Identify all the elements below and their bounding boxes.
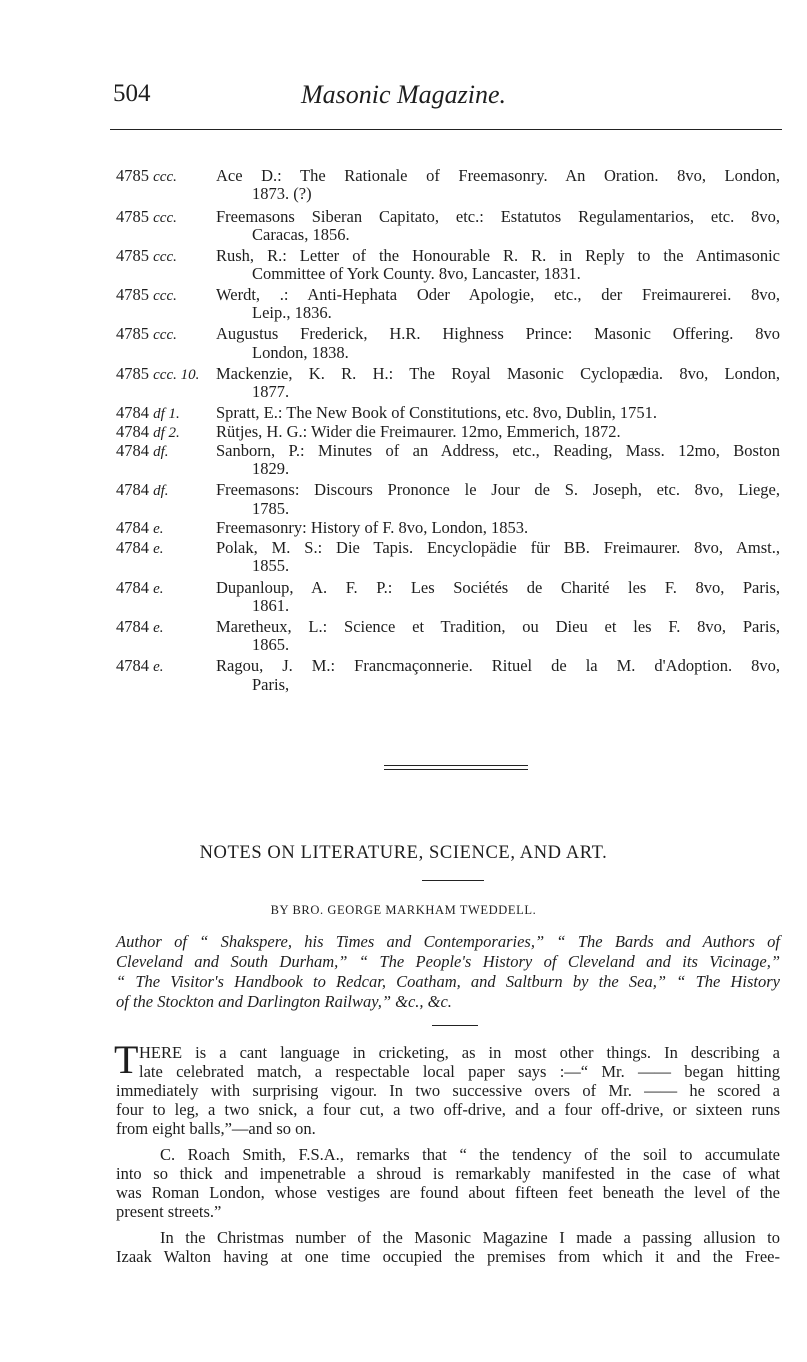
entry-text-continued: 1829. bbox=[252, 459, 290, 478]
paragraph-line: immediately with surprising vigour. In two successive overs of Mr. —— he scored a bbox=[116, 1081, 780, 1100]
entry-text-continued: 1877. bbox=[252, 382, 290, 401]
author-note-line: Cleveland and South Durham,” “ The People's History of Cleveland and its Vicinage,” bbox=[116, 952, 780, 971]
entry-text-continued: Leip., 1836. bbox=[252, 303, 332, 322]
paragraph-line: In the Christmas number of the Masonic Magazine I made a passing allusion to bbox=[160, 1228, 780, 1247]
paragraph-line: late celebrated match, a respectable local paper says :—“ Mr. —— began hitting bbox=[139, 1062, 780, 1081]
entry-number: 4785 ccc. bbox=[116, 246, 177, 265]
entry-number: 4784 e. bbox=[116, 656, 164, 675]
entry-number: 4784 e. bbox=[116, 617, 164, 636]
entry-number: 4784 e. bbox=[116, 518, 164, 537]
entry-number: 4785 ccc. 10. bbox=[116, 364, 200, 383]
author-note-line: of the Stockton and Darlington Railway,” &c., &c. bbox=[116, 992, 452, 1011]
entry-text-continued: 1855. bbox=[252, 556, 290, 575]
entry-text: Dupanloup, A. F. P.: Les Sociétés de Charité les F. 8vo, Paris, bbox=[216, 578, 780, 597]
paragraph-line: into so thick and impenetrable a shroud is remarkably manifested in the case of what bbox=[116, 1164, 780, 1183]
entry-text-continued: London, 1838. bbox=[252, 343, 349, 362]
entry-text: Ragou, J. M.: Francmaçonnerie. Rituel de la M. d'Adoption. 8vo, bbox=[216, 656, 780, 675]
entry-number: 4784 df 1. bbox=[116, 403, 180, 422]
entry-number: 4785 ccc. bbox=[116, 207, 177, 226]
paragraph-line: four to leg, a two snick, a four cut, a two off-drive, and a four off-drive, or sixteen runs bbox=[116, 1100, 780, 1119]
entry-text-continued: 1873. (?) bbox=[252, 184, 312, 203]
entry-text-continued: Committee of York County. 8vo, Lancaster, 1831. bbox=[252, 264, 581, 283]
entry-text-continued: Caracas, 1856. bbox=[252, 225, 350, 244]
running-title: Masonic Magazine. bbox=[300, 80, 507, 109]
paragraph-line: C. Roach Smith, F.S.A., remarks that “ the tendency of the soil to accumulate bbox=[160, 1145, 780, 1164]
title-rule bbox=[422, 880, 484, 881]
entry-number: 4784 df 2. bbox=[116, 422, 180, 441]
article-title: NOTES ON LITERATURE, SCIENCE, AND ART. bbox=[199, 843, 608, 863]
entry-text-continued: 1865. bbox=[252, 635, 290, 654]
entry-text: Rütjes, H. G.: Wider die Freimaurer. 12mo, Emmerich, 1872. bbox=[216, 422, 621, 441]
entry-number: 4784 e. bbox=[116, 578, 164, 597]
byline: BY BRO. GEORGE MARKHAM TWEDDELL. bbox=[270, 903, 537, 917]
entry-text: Rush, R.: Letter of the Honourable R. R. in Reply to the Antimasonic bbox=[216, 246, 780, 265]
entry-text: Freemasonry: History of F. 8vo, London, 1853. bbox=[216, 518, 529, 537]
entry-text-continued: 1861. bbox=[252, 596, 290, 615]
author-note-line: “ The Visitor's Handbook to Redcar, Coatham, and Saltburn by the Sea,” “ The History bbox=[116, 972, 780, 991]
entry-number: 4784 df. bbox=[116, 480, 169, 499]
entry-number: 4784 df. bbox=[116, 441, 169, 460]
author-note-line: Author of “ Shakspere, his Times and Contemporaries,” “ The Bards and Authors of bbox=[116, 932, 780, 951]
paragraph-line: Izaak Walton having at one time occupied the premises from which it and the Free- bbox=[116, 1247, 780, 1266]
header-rule bbox=[110, 129, 782, 130]
section-divider bbox=[384, 765, 528, 770]
entry-text: Maretheux, L.: Science et Tradition, ou Dieu et les F. 8vo, Paris, bbox=[216, 617, 780, 636]
paragraph-line: was Roman London, whose vestiges are found about fifteen feet beneath the level of the bbox=[116, 1183, 780, 1202]
entry-text: Augustus Frederick, H.R. Highness Prince: Masonic Offering. 8vo bbox=[216, 324, 780, 343]
drop-cap: T bbox=[114, 1037, 139, 1082]
entry-text-continued: Paris, bbox=[252, 675, 290, 694]
entry-number: 4785 ccc. bbox=[116, 285, 177, 304]
entry-text: Mackenzie, K. R. H.: The Royal Masonic Cyclopædia. 8vo, London, bbox=[216, 364, 780, 383]
entry-text: Polak, M. S.: Die Tapis. Encyclopädie für BB. Freimaurer. 8vo, Amst., bbox=[216, 538, 780, 557]
entry-text-continued: 1785. bbox=[252, 499, 290, 518]
author-note-rule bbox=[432, 1025, 478, 1026]
entry-text: Werdt, .: Anti-Hephata Oder Apologie, etc., der Freimaurerei. 8vo, bbox=[216, 285, 780, 304]
entry-text: Spratt, E.: The New Book of Constitutions, etc. 8vo, Dublin, 1751. bbox=[216, 403, 658, 422]
entry-text: Freemasons: Discours Prononce le Jour de S. Joseph, etc. 8vo, Liege, bbox=[216, 480, 780, 499]
entry-text: Ace D.: The Rationale of Freemasonry. An Oration. 8vo, London, bbox=[216, 166, 780, 185]
entry-text: Sanborn, P.: Minutes of an Address, etc., Reading, Mass. 12mo, Boston bbox=[216, 441, 780, 460]
paragraph-line: HERE is a cant language in cricketing, as in most other things. In describing a bbox=[139, 1043, 780, 1062]
entry-number: 4784 e. bbox=[116, 538, 164, 557]
entry-number: 4785 ccc. bbox=[116, 324, 177, 343]
page-number: 504 bbox=[113, 80, 151, 107]
paragraph-line: present streets.” bbox=[116, 1202, 222, 1221]
entry-number: 4785 ccc. bbox=[116, 166, 177, 185]
paragraph-line: from eight balls,”—and so on. bbox=[116, 1119, 316, 1138]
entry-text: Freemasons Siberan Capitato, etc.: Estatutos Regulamentarios, etc. 8vo, bbox=[216, 207, 780, 226]
